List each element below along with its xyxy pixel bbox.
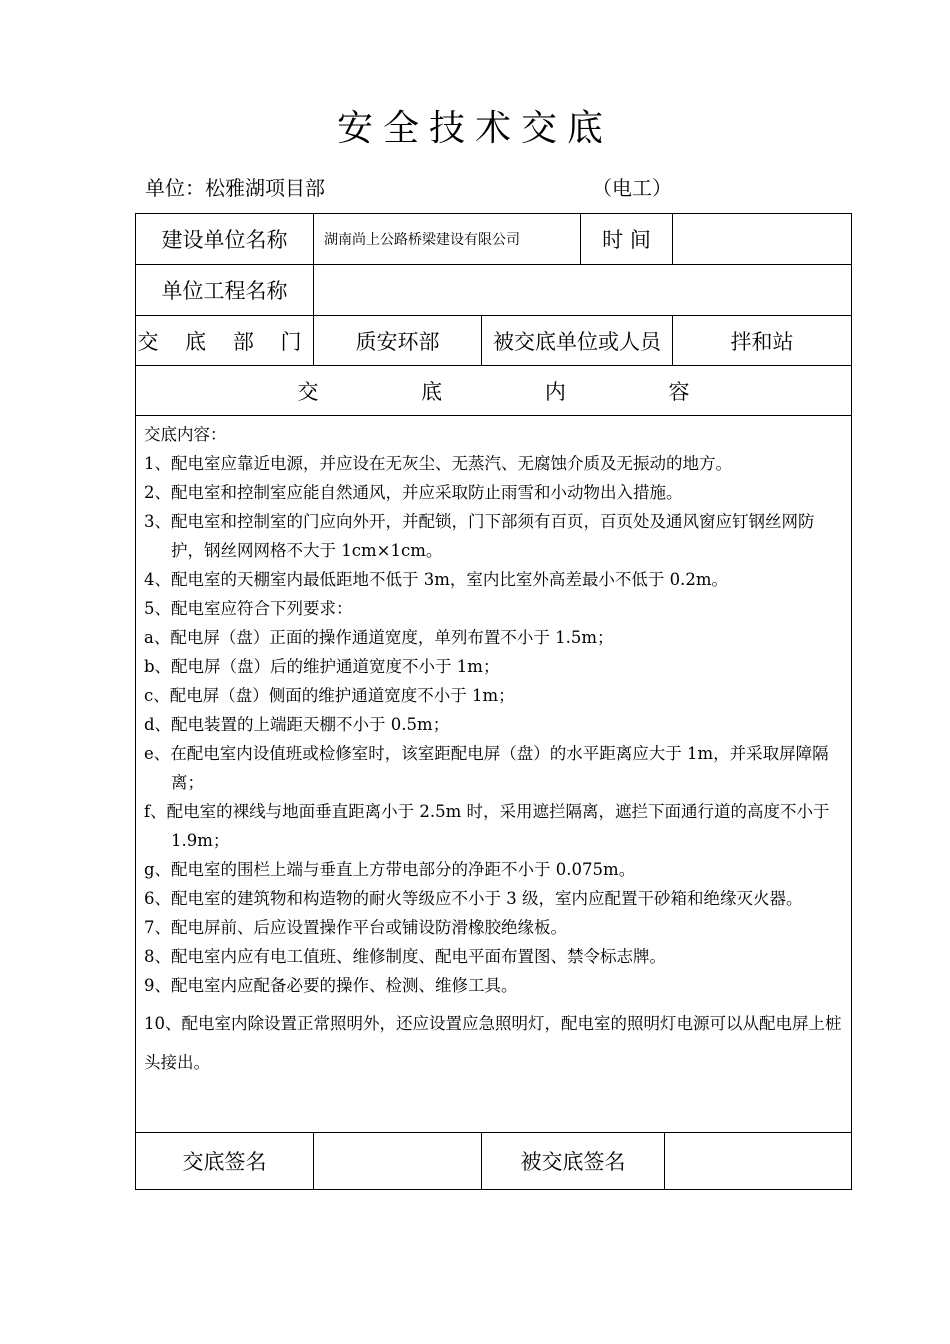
construction-unit-label: 建设单位名称 xyxy=(136,214,314,265)
time-label: 时 间 xyxy=(581,214,673,265)
recipient-value: 拌和站 xyxy=(673,316,852,366)
time-value xyxy=(673,214,852,265)
content-item: c、配电屏（盘）侧面的维护通道宽度不小于 1m； xyxy=(144,686,515,705)
dept-value: 质安环部 xyxy=(314,316,482,366)
content-item: e、在配电室内设值班或检修室时，该室距配电屏（盘）的水平距离应大于 1m，并采取屏障隔离； xyxy=(144,744,829,792)
content-item: 8、配电室内应有电工值班、维修制度、配电平面布置图、禁令标志牌。 xyxy=(144,947,666,966)
content-item: b、配电屏（盘）后的维护通道宽度不小于 1m； xyxy=(144,657,500,676)
content-item: 4、配电室的天棚室内最低距地不低于 3m，室内比室外高差最小不低于 0.2m。 xyxy=(144,570,729,589)
content-header: 交 底 内 容 xyxy=(136,366,852,416)
content-item: f、配电室的裸线与地面垂直距离小于 2.5m 时，采用遮拦隔离，遮拦下面通行道的高度不小于 1.9m； xyxy=(144,802,830,850)
recipient-label: 被交底单位或人员 xyxy=(482,316,673,366)
project-name-value xyxy=(314,265,852,316)
content-item: 7、配电屏前、后应设置操作平台或铺设防滑橡胶绝缘板。 xyxy=(144,918,567,937)
content-item: 6、配电室的建筑物和构造物的耐火等级应不小于 3 级，室内应配置干砂箱和绝缘灭火器。 xyxy=(144,889,803,908)
document-title: 安全技术交底 xyxy=(336,108,613,149)
content-item: 5、配电室应符合下列要求： xyxy=(144,599,353,618)
content-item: 9、配电室内应配备必要的操作、检测、维修工具。 xyxy=(144,976,518,995)
content-item: 3、配电室和控制室的门应向外开，并配锁，门下部须有百页，百页处及通风窗应钉钢丝网防护，钢丝网网格不大于 1cm×1cm。 xyxy=(144,512,815,560)
sign-value xyxy=(314,1133,482,1190)
trade-label: （电工） xyxy=(592,176,672,200)
content-item: 2、配电室和控制室应能自然通风，并应采取防止雨雪和小动物出入措施。 xyxy=(144,483,683,502)
recipient-sign-label: 被交底签名 xyxy=(482,1133,665,1190)
content-item: g、配电室的围栏上端与垂直上方带电部分的净距不小于 0.075m。 xyxy=(144,860,636,879)
briefing-form-table xyxy=(135,213,852,1190)
recipient-sign-value xyxy=(665,1133,852,1190)
content-item: 1、配电室应靠近电源，并应设在无灰尘、无蒸汽、无腐蚀介质及无振动的地方。 xyxy=(144,454,732,473)
content-item: a、配电屏（盘）正面的操作通道宽度，单列布置不小于 1.5m； xyxy=(144,628,614,647)
content-item: d、配电装置的上端距天棚不小于 0.5m； xyxy=(144,715,450,734)
dept-label: 交 底 部 门 xyxy=(136,316,314,366)
content-item-last: 10、配电室内除设置正常照明外，还应设置应急照明灯，配电室的照明灯电源可以从配电屏上桩头接出。 xyxy=(144,1014,842,1072)
unit-line: 单位：松雅湖项目部 xyxy=(145,176,325,200)
sign-label: 交底签名 xyxy=(136,1133,314,1190)
construction-unit-value: 湖南尚上公路桥梁建设有限公司 xyxy=(314,214,581,265)
project-name-label: 单位工程名称 xyxy=(136,265,314,316)
content-body xyxy=(136,416,852,1133)
content-heading: 交底内容： xyxy=(144,425,227,444)
